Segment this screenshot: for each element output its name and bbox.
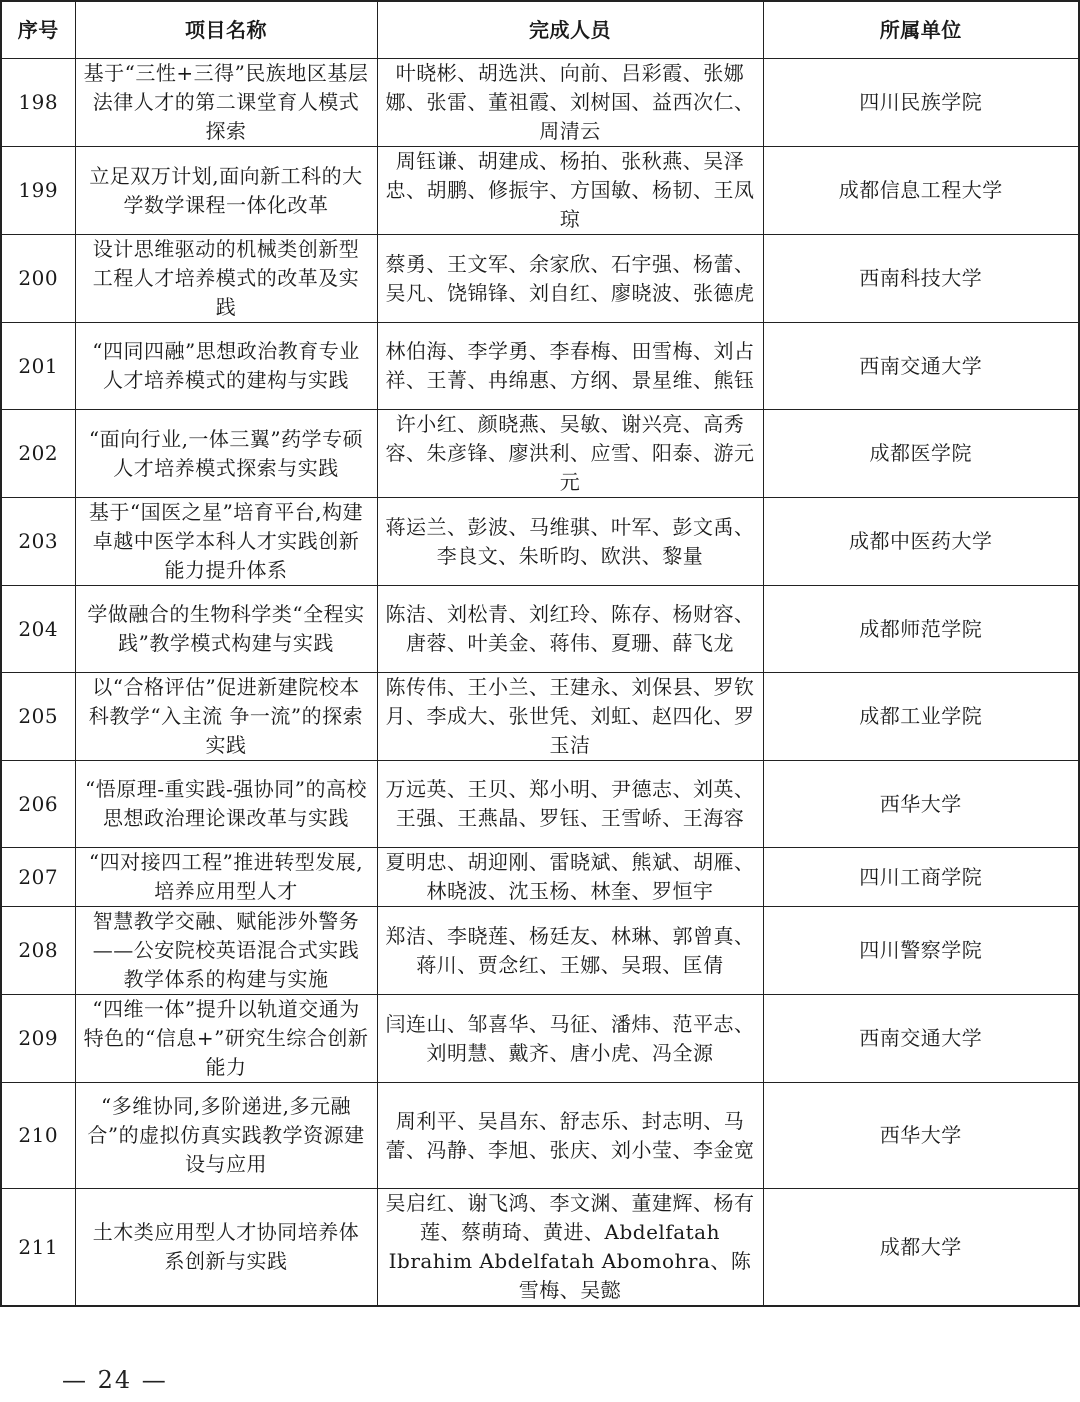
members-cell: 陈洁、刘松青、刘红玲、陈存、杨财容、唐蓉、叶美金、蒋伟、夏珊、薛飞龙 [377,586,763,673]
serial-number-cell: 204 [1,586,75,673]
members-cell: 蔡勇、王文军、余家欣、石宇强、杨蕾、吴凡、饶锦锋、刘自红、廖晓波、张德虎 [377,235,763,323]
header-project-name: 项目名称 [75,1,377,59]
project-name-cell: “悟原理-重实践-强协同”的高校思想政治理论课改革与实践 [75,761,377,848]
serial-number-cell: 206 [1,761,75,848]
table-row [1,147,1079,235]
project-name-cell: 基于“三性+三得”民族地区基层法律人才的第二课堂育人模式探索 [75,59,377,147]
project-name-cell: 以“合格评估”促进新建院校本科教学“入主流 争一流”的探索实践 [75,673,377,761]
header-members: 完成人员 [377,1,763,59]
unit-cell: 成都信息工程大学 [763,147,1079,235]
unit-cell: 成都医学院 [763,410,1079,498]
project-name-cell: 学做融合的生物科学类“全程实践”教学模式构建与实践 [75,586,377,673]
table-row [1,1189,1079,1307]
table-row [1,235,1079,323]
members-cell: 林伯海、李学勇、李春梅、田雪梅、刘占祥、王菁、冉绵惠、方纲、景星维、熊钰 [377,323,763,410]
project-name-cell: “四同四融”思想政治教育专业人才培养模式的建构与实践 [75,323,377,410]
table-row [1,59,1079,147]
serial-number-cell: 203 [1,498,75,586]
members-cell: 周钰谦、胡建成、杨拍、张秋燕、吴泽忠、胡鹏、修振宇、方国敏、杨韧、王凤琼 [377,147,763,235]
serial-number-cell: 199 [1,147,75,235]
members-cell: 夏明忠、胡迎刚、雷晓斌、熊斌、胡雁、林晓波、沈玉杨、林奎、罗恒宇 [377,848,763,907]
table-row [1,323,1079,410]
unit-cell: 成都大学 [763,1189,1079,1307]
project-name-cell: 智慧教学交融、赋能涉外警务——公安院校英语混合式实践教学体系的构建与实施 [75,907,377,995]
members-cell: 叶晓彬、胡选洪、向前、吕彩霞、张娜娜、张雷、董祖霞、刘树国、益西次仁、周清云 [377,59,763,147]
unit-cell: 成都师范学院 [763,586,1079,673]
serial-number-cell: 201 [1,323,75,410]
unit-cell: 四川民族学院 [763,59,1079,147]
table-header-row [1,1,1079,59]
unit-cell: 西华大学 [763,761,1079,848]
table-row [1,498,1079,586]
unit-cell: 西南交通大学 [763,323,1079,410]
project-name-cell: 土木类应用型人才协同培养体系创新与实践 [75,1189,377,1307]
table-row [1,907,1079,995]
table-row [1,586,1079,673]
unit-cell: 西南科技大学 [763,235,1079,323]
members-cell: 陈传伟、王小兰、王建永、刘保县、罗钦月、李成大、张世凭、刘虹、赵四化、罗玉洁 [377,673,763,761]
unit-cell: 成都工业学院 [763,673,1079,761]
unit-cell: 西华大学 [763,1083,1079,1189]
serial-number-cell: 198 [1,59,75,147]
project-name-cell: “多维协同,多阶递进,多元融合”的虚拟仿真实践教学资源建设与应用 [75,1083,377,1189]
page-number: — 24 — [62,1366,168,1394]
unit-cell: 成都中医药大学 [763,498,1079,586]
members-cell: 周利平、吴昌东、舒志乐、封志明、马蕾、冯静、李旭、张庆、刘小莹、李金宽 [377,1083,763,1189]
members-cell: 郑洁、李晓莲、杨廷友、林琳、郭曾真、蒋川、贾念红、王娜、吴瑕、匡倩 [377,907,763,995]
unit-cell: 四川警察学院 [763,907,1079,995]
members-cell: 蒋运兰、彭波、马维骐、叶军、彭文禹、李良文、朱昕昀、欧洪、黎量 [377,498,763,586]
serial-number-cell: 209 [1,995,75,1083]
project-name-cell: 基于“国医之星”培育平台,构建卓越中医学本科人才实践创新能力提升体系 [75,498,377,586]
header-unit: 所属单位 [763,1,1079,59]
table-row [1,1083,1079,1189]
project-name-cell: 立足双万计划,面向新工科的大学数学课程一体化改革 [75,147,377,235]
table-row [1,410,1079,498]
table-row [1,848,1079,907]
members-cell: 许小红、颜晓燕、吴敏、谢兴亮、高秀容、朱彦锋、廖洪利、应雪、阳泰、游元元 [377,410,763,498]
project-name-cell: 设计思维驱动的机械类创新型工程人才培养模式的改革及实践 [75,235,377,323]
project-name-cell: “面向行业,一体三翼”药学专硕人才培养模式探索与实践 [75,410,377,498]
serial-number-cell: 205 [1,673,75,761]
table-row [1,673,1079,761]
serial-number-cell: 210 [1,1083,75,1189]
serial-number-cell: 211 [1,1189,75,1307]
table-row [1,761,1079,848]
serial-number-cell: 207 [1,848,75,907]
serial-number-cell: 200 [1,235,75,323]
project-name-cell: “四对接四工程”推进转型发展,培养应用型人才 [75,848,377,907]
unit-cell: 四川工商学院 [763,848,1079,907]
members-cell: 闫连山、邹喜华、马征、潘炜、范平志、刘明慧、戴齐、唐小虎、冯全源 [377,995,763,1083]
table-row [1,995,1079,1083]
serial-number-cell: 208 [1,907,75,995]
project-name-cell: “四维一体”提升以轨道交通为特色的“信息+”研究生综合创新能力 [75,995,377,1083]
members-cell: 吴启红、谢飞鸿、李文渊、董建辉、杨有莲、蔡萌琦、黄进、Abdelfatah Ibrahim Abdelfatah Abomohra、陈雪梅、吴懿 [377,1189,763,1307]
members-cell: 万远英、王贝、郑小明、尹德志、刘英、王强、王燕晶、罗钰、王雪峤、王海容 [377,761,763,848]
header-serial-number: 序号 [1,1,75,59]
unit-cell: 西南交通大学 [763,995,1079,1083]
serial-number-cell: 202 [1,410,75,498]
